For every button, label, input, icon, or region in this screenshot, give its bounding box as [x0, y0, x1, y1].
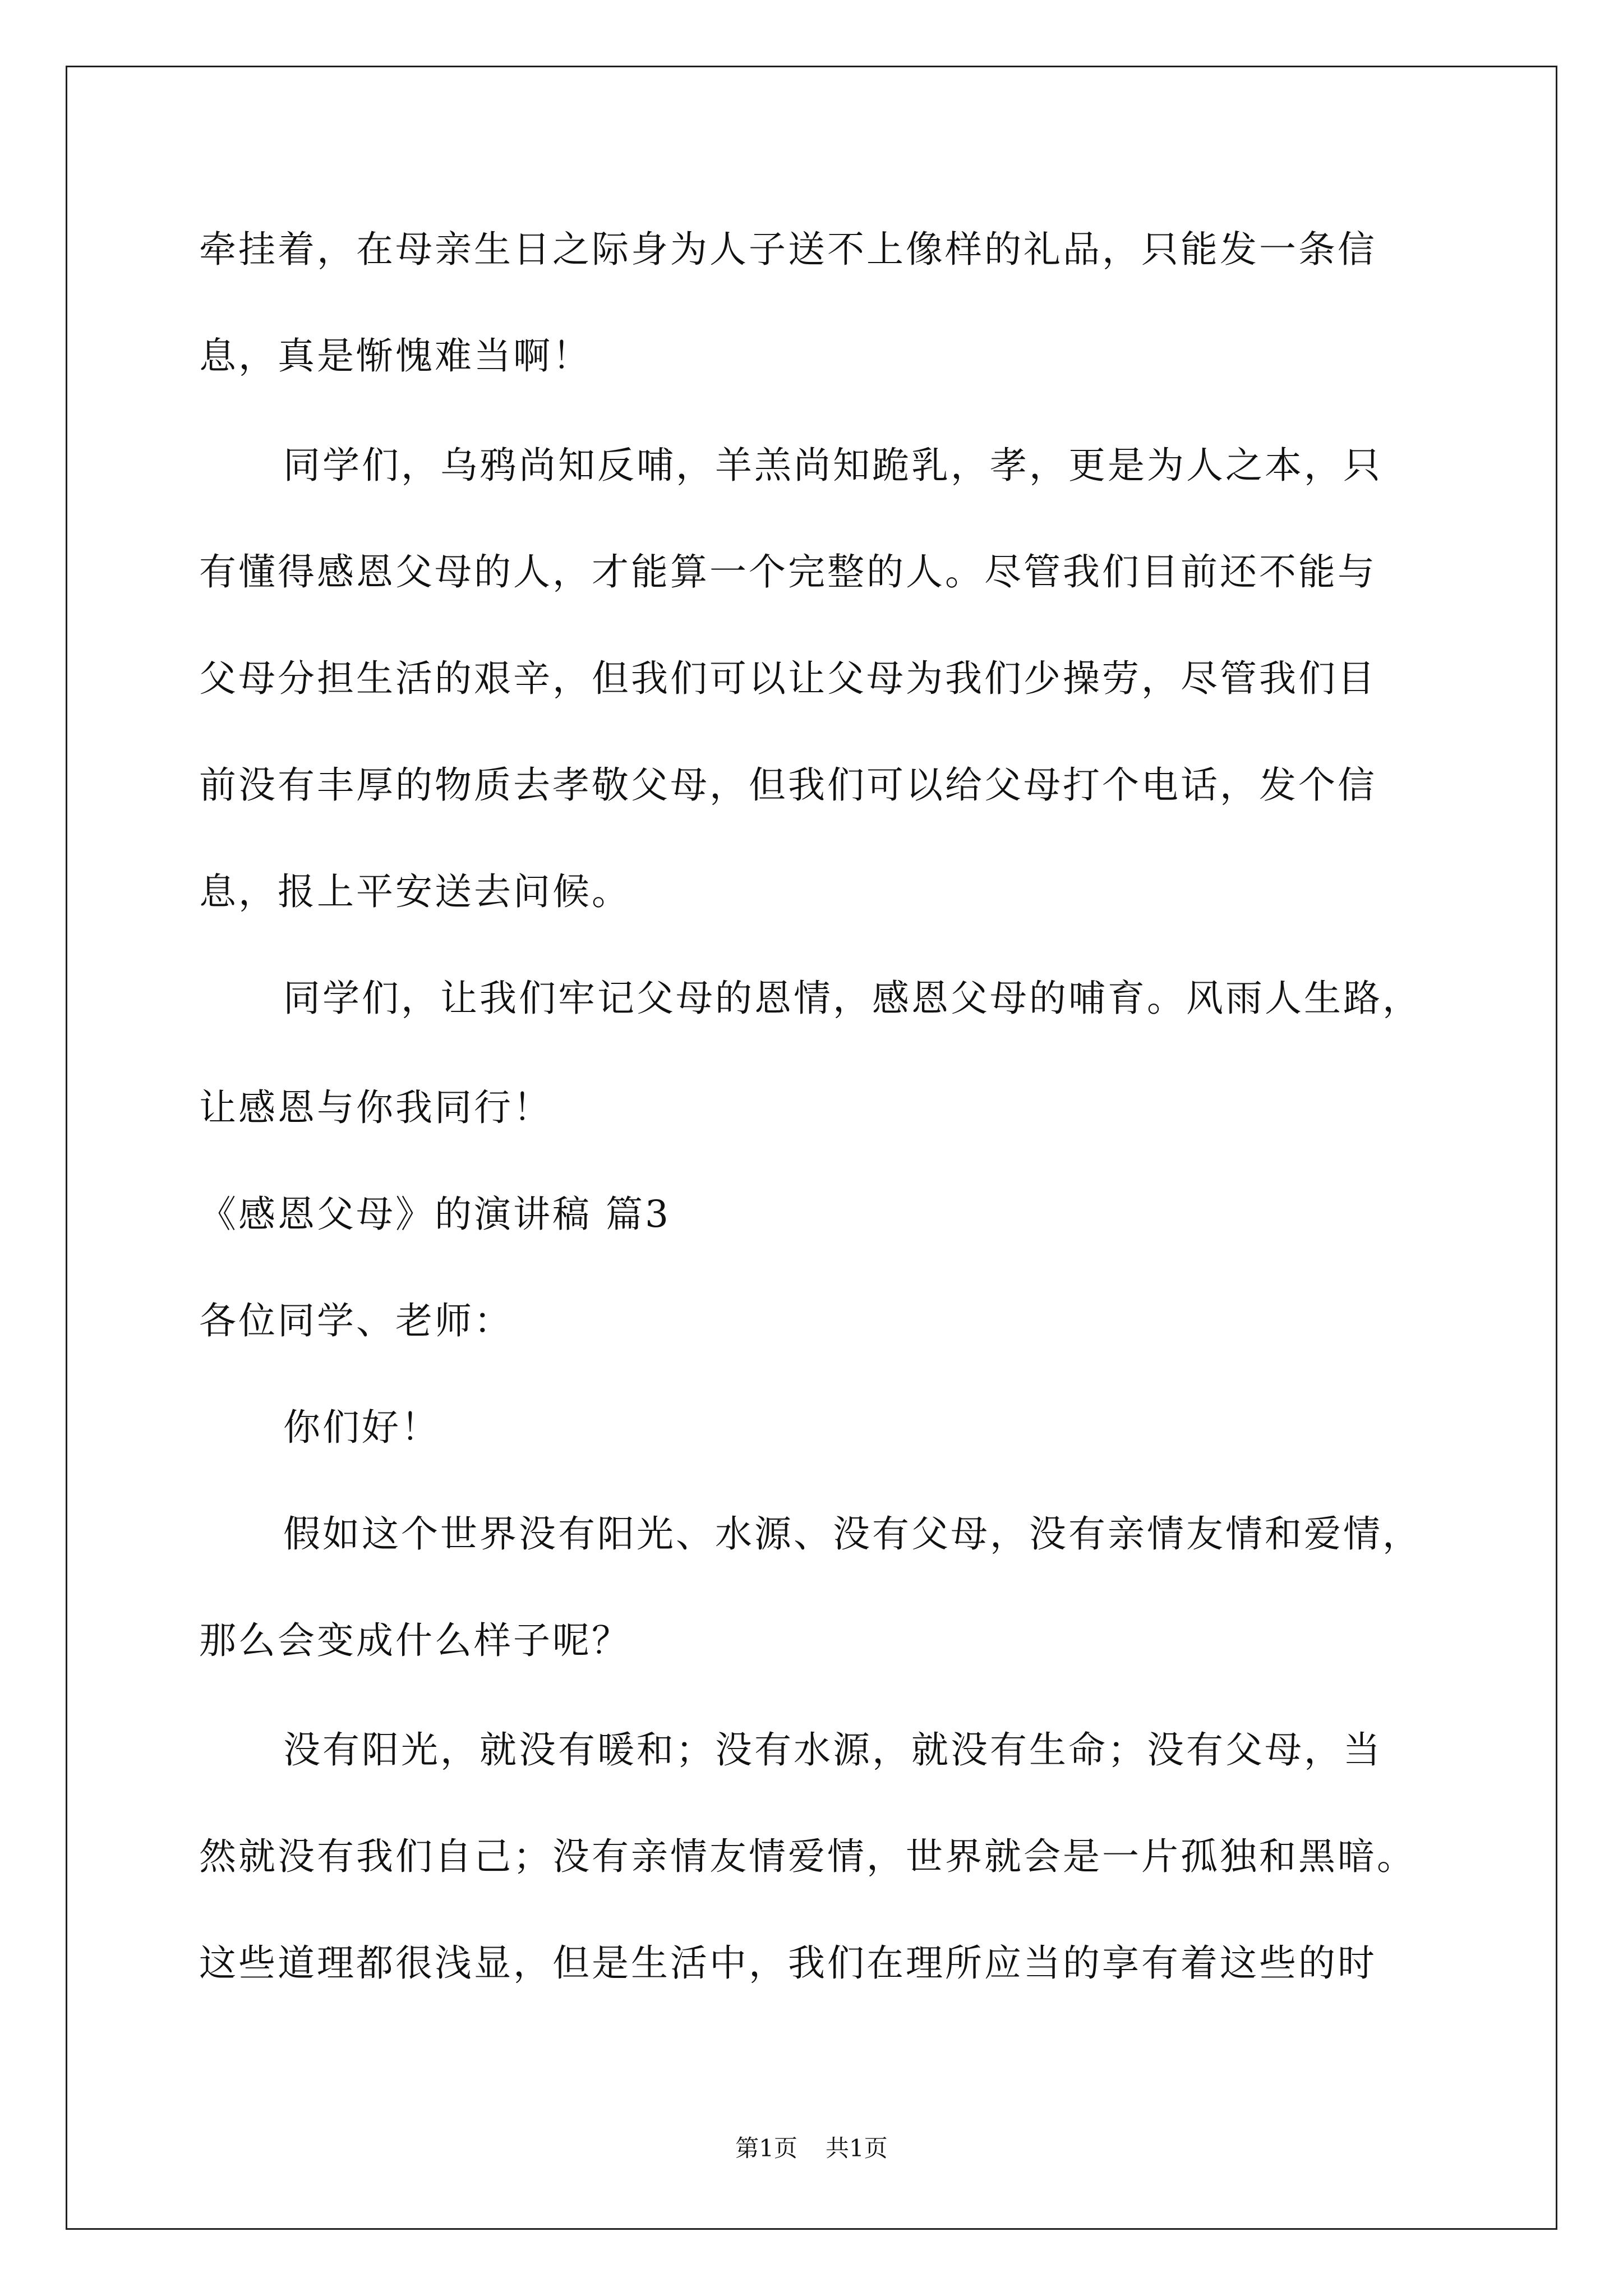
page-footer: [0, 2134, 1623, 2162]
body-text-line: 同学们，让我们牢记父母的恩情，感恩父母的哺育。风雨人生路，: [283, 977, 1422, 1020]
section-heading: 《感恩父母》的演讲稿 篇3: [199, 1193, 671, 1236]
body-text-line: 前没有丰厚的物质去孝敬父母，但我们可以给父母打个电话，发个信: [199, 763, 1377, 807]
body-text-line: 然就没有我们自己；没有亲情友情爱情，世界就会是一片孤独和黑暗。: [199, 1835, 1416, 1878]
body-text-line: 牵挂着，在母亲生日之际身为人子送不上像样的礼品，只能发一条信: [199, 228, 1377, 271]
greeting: 你们好！: [283, 1406, 440, 1449]
page-border: [66, 66, 1557, 2230]
body-text-line: 假如这个世界没有阳光、水源、没有父母，没有亲情友情和爱情，: [283, 1512, 1422, 1556]
salutation: 各位同学、老师：: [199, 1299, 513, 1342]
body-text-line: 息，真是惭愧难当啊！: [199, 334, 592, 378]
page-total: 共1页: [826, 2134, 888, 2162]
body-text-line: 这些道理都很浅显，但是生活中，我们在理所应当的享有着这些的时: [199, 1941, 1377, 1985]
body-text-line: 那么会变成什么样子呢？: [199, 1619, 631, 1662]
body-text-line: 同学们，乌鸦尚知反哺，羊羔尚知跪乳，孝，更是为人之本，只: [283, 444, 1382, 487]
body-text-line: 父母分担生活的艰辛，但我们可以让父母为我们少操劳，尽管我们目: [199, 657, 1377, 700]
page-number: 第1页: [735, 2134, 797, 2162]
body-text-line: 有懂得感恩父母的人，才能算一个完整的人。尽管我们目前还不能与: [199, 550, 1377, 593]
body-text-line: 没有阳光，就没有暖和；没有水源，就没有生命；没有父母，当: [283, 1728, 1382, 1772]
body-text-line: 让感恩与你我同行！: [199, 1086, 552, 1129]
body-text-line: 息，报上平安送去问候。: [199, 870, 631, 913]
